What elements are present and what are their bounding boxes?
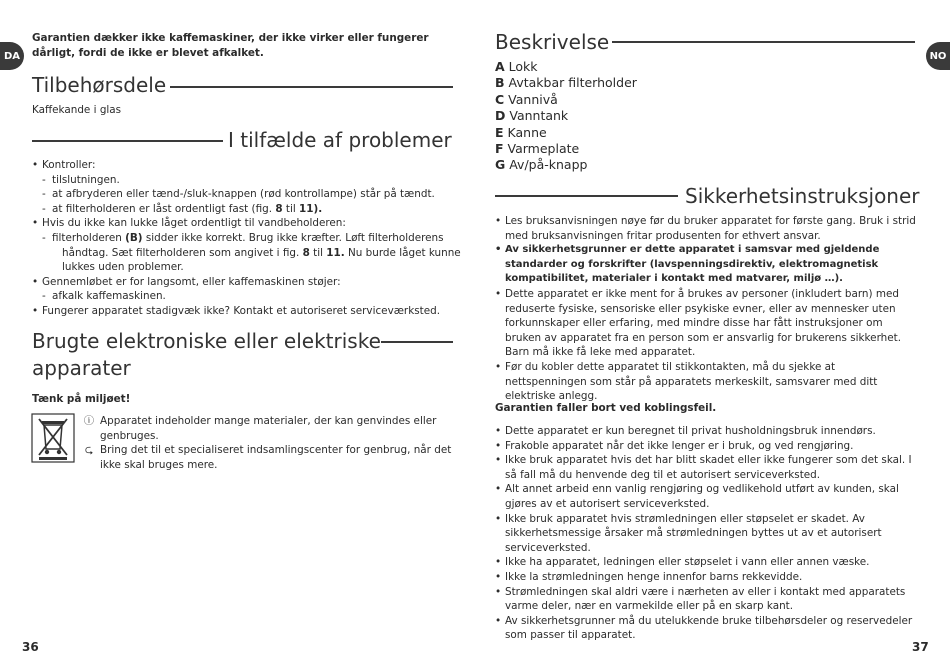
list-subitem	[32, 187, 462, 202]
list-subitem-text: til	[282, 202, 300, 215]
description-item	[495, 157, 637, 173]
list-item: • Ikke la strømledningen henge innenfor barns rekkevidde.	[495, 570, 920, 585]
description-item	[495, 141, 637, 157]
figure-ref: 8	[275, 202, 283, 215]
list-subitem-text: lukkes uden problemer.	[62, 261, 184, 274]
language-tab-da	[0, 42, 24, 70]
list-item: • Ikke bruk apparatet hvis strømledningen eller støpselet er skadet. Av sikkerhetsmessige årsaker må strømledningen byttes ut av et autorisert serviceverksted.	[495, 512, 920, 556]
list-item: • Dette apparatet er kun beregnet til privat husholdningsbruk innendørs.	[495, 424, 920, 439]
description-text: Kanne	[503, 124, 547, 140]
recycling-item	[82, 414, 457, 443]
description-item	[495, 125, 637, 141]
warranty-note: Garantien faller bort ved koblingsfeil.	[495, 402, 717, 414]
language-tab-label: DA	[3, 50, 21, 62]
description-text: Av/på-knapp	[505, 157, 588, 173]
description-text: Vannivå	[504, 91, 558, 107]
description-item	[495, 92, 637, 108]
safety-heading: Sikkerhetsinstruksjoner	[685, 184, 920, 208]
list-subitem-text: tilslutningen.	[52, 173, 120, 186]
list-item	[32, 304, 462, 319]
list-subitem-continued	[32, 260, 462, 275]
description-rule	[612, 41, 915, 43]
description-letter: E	[495, 124, 504, 140]
recycling-item	[82, 443, 457, 472]
page-number: 37	[912, 640, 929, 654]
list-item-text: Av sikkerhetsgrunner er dette apparatet i samsvar med gjeldende standarder og forskrifter (lavspenningsdirektiv, elektromagnetisk kompatibilitet, materialer i kontakt med matvarer, miljø …).	[505, 244, 880, 285]
list-item	[495, 243, 920, 287]
electronics-heading-line1: Brugte elektroniske eller elektriske	[32, 329, 381, 353]
accessories-heading: Tilbehørsdele	[32, 73, 167, 97]
description-letter: F	[495, 141, 504, 157]
safety-rule	[495, 195, 678, 197]
list-item-text: Dette apparatet er ikke ment for å brukes av personer (inkludert barn) med reduserte fysiske, sensoriske eller psykiske evner, eller av mennesker uten forkunnskaper eller erfaring, med mindre disse har fått instruksjoner om bruken av apparatet fra en person som er ansvarlig for brukerens sikkerhet. Barn må ikke få leke med apparatet.	[505, 287, 902, 359]
problems-list	[32, 158, 462, 319]
description-text: Avtakbar filterholder	[504, 75, 637, 91]
description-item	[495, 59, 637, 75]
list-subitem-continued	[32, 246, 462, 261]
description-text: Vanntank	[505, 108, 569, 124]
description-letter: G	[495, 157, 506, 173]
list-item: • Ikke ha apparatet, ledningen eller støpselet i vann eller annen væske.	[495, 555, 920, 570]
list-item	[495, 214, 920, 243]
list-subitem	[32, 231, 462, 246]
electronics-heading	[32, 328, 381, 382]
list-item-text: Før du kobler dette apparatet til stikkontakten, må du sjekke at nettspenningen som står på apparatets merkeskilt, samsvarer med ditt elektriske anlegg.	[505, 360, 878, 403]
list-subitem-text: filterholderen	[52, 231, 126, 244]
list-item: • Ikke bruk apparatet hvis det har blitt skadet eller ikke fungerer som det skal. I så fall må du henvende deg til et autorisert serviceverksted.	[495, 453, 920, 482]
language-tab-no	[926, 42, 950, 70]
description-item	[495, 75, 637, 91]
list-subitem	[32, 202, 462, 217]
list-item: • Frakoble apparatet når det ikke lenger er i bruk, og ved rengjøring.	[495, 439, 920, 454]
list-item-text: Hvis du ikke kan lukke låget ordentligt til vandbeholderen:	[42, 217, 346, 230]
list-subitem-text: at afbryderen eller tænd-/sluk-knappen (rød kontrollampe) står på tændt.	[52, 188, 435, 201]
description-letter: B	[495, 75, 505, 91]
language-tab-label: NO	[929, 50, 947, 62]
list-item-text: Gennemløbet er for langsomt, eller kaffemaskinen støjer:	[42, 275, 341, 288]
description-item	[495, 108, 637, 124]
recycle-arrow-icon: ⮎	[84, 444, 94, 457]
list-item-text: Les bruksanvisningen nøye før du bruker apparatet for første gang. Bruk i strid med bruksanvisningen fritar produsenten for ethvert ansvar.	[505, 215, 916, 242]
list-subitem-text: håndtag. Sæt filterholderen som angivet i fig.	[62, 246, 303, 259]
list-item-text: Kontroller:	[42, 159, 96, 171]
electronics-rule	[381, 341, 453, 343]
recycling-text: Apparatet indeholder mange materialer, der kan genvindes eller genbruges.	[100, 415, 437, 442]
description-text: Lokk	[504, 59, 538, 74]
safety-list	[495, 424, 920, 643]
figure-ref: 11).	[299, 202, 323, 215]
description-letter: D	[495, 108, 506, 124]
description-list	[495, 59, 637, 174]
recycling-text: Bring det til et specialiseret indsamlingscenter for genbrug, når det ikke skal bruges mere.	[100, 444, 452, 471]
weee-bin-icon	[30, 413, 76, 463]
list-subitem-text: sidder ikke korrekt. Brug ikke kræfter. Løft filterholderens	[142, 231, 444, 244]
list-item: • Strømledningen skal aldri være i nærheten av eller i kontakt med apparatets varme deler, nær en varmekilde eller på en skarp kant.	[495, 585, 920, 614]
list-item	[495, 287, 920, 360]
list-subitem	[32, 173, 462, 188]
accessories-text: Kaffekande i glas	[32, 104, 122, 116]
list-subitem	[32, 289, 462, 304]
list-subitem-text: til	[309, 246, 327, 259]
recycling-list	[82, 414, 457, 472]
info-icon: ⓘ	[83, 415, 95, 427]
part-ref: (B)	[125, 231, 143, 244]
list-subitem-text: at filterholderen er låst ordentligt fast (fig.	[52, 202, 276, 215]
description-letter: A	[495, 59, 505, 74]
description-heading: Beskrivelse	[495, 30, 610, 54]
safety-intro-list	[495, 214, 920, 404]
description-letter: C	[495, 91, 505, 107]
description-text: Varmeplate	[503, 141, 580, 157]
figure-ref: 11.	[326, 246, 345, 259]
list-item: • Alt annet arbeid enn vanlig rengjøring og vedlikehold utført av kunden, skal gjøres av et autorisert serviceverksted.	[495, 482, 920, 511]
list-subitem-text: Nu burde låget kunne	[344, 246, 461, 259]
warranty-intro: Garantien dækker ikke kaffemaskiner, der ikke virker eller fungerer dårligt, fordi de ikke er blevet afkalket.	[32, 32, 429, 59]
list-item	[32, 216, 462, 231]
page-number: 36	[22, 640, 39, 654]
list-item	[32, 275, 462, 290]
problems-heading: I tilfælde af problemer	[228, 128, 452, 152]
figure-ref: 8	[302, 246, 310, 259]
list-item	[32, 158, 462, 173]
problems-rule	[32, 140, 223, 142]
list-subitem-text: afkalk kaffemaskinen.	[52, 290, 166, 303]
electronics-heading-line2: apparater	[32, 356, 131, 380]
right-page	[475, 0, 950, 672]
list-item	[495, 360, 920, 404]
list-item: • Av sikkerhetsgrunner må du utelukkende bruke tilbehørsdeler og reservedeler som passer til apparatet.	[495, 614, 920, 643]
list-item-text: Fungerer apparatet stadigvæk ikke? Kontakt et autoriseret serviceværksted.	[42, 304, 440, 317]
accessories-rule	[170, 86, 453, 88]
environment-note: Tænk på miljøet!	[32, 393, 131, 405]
